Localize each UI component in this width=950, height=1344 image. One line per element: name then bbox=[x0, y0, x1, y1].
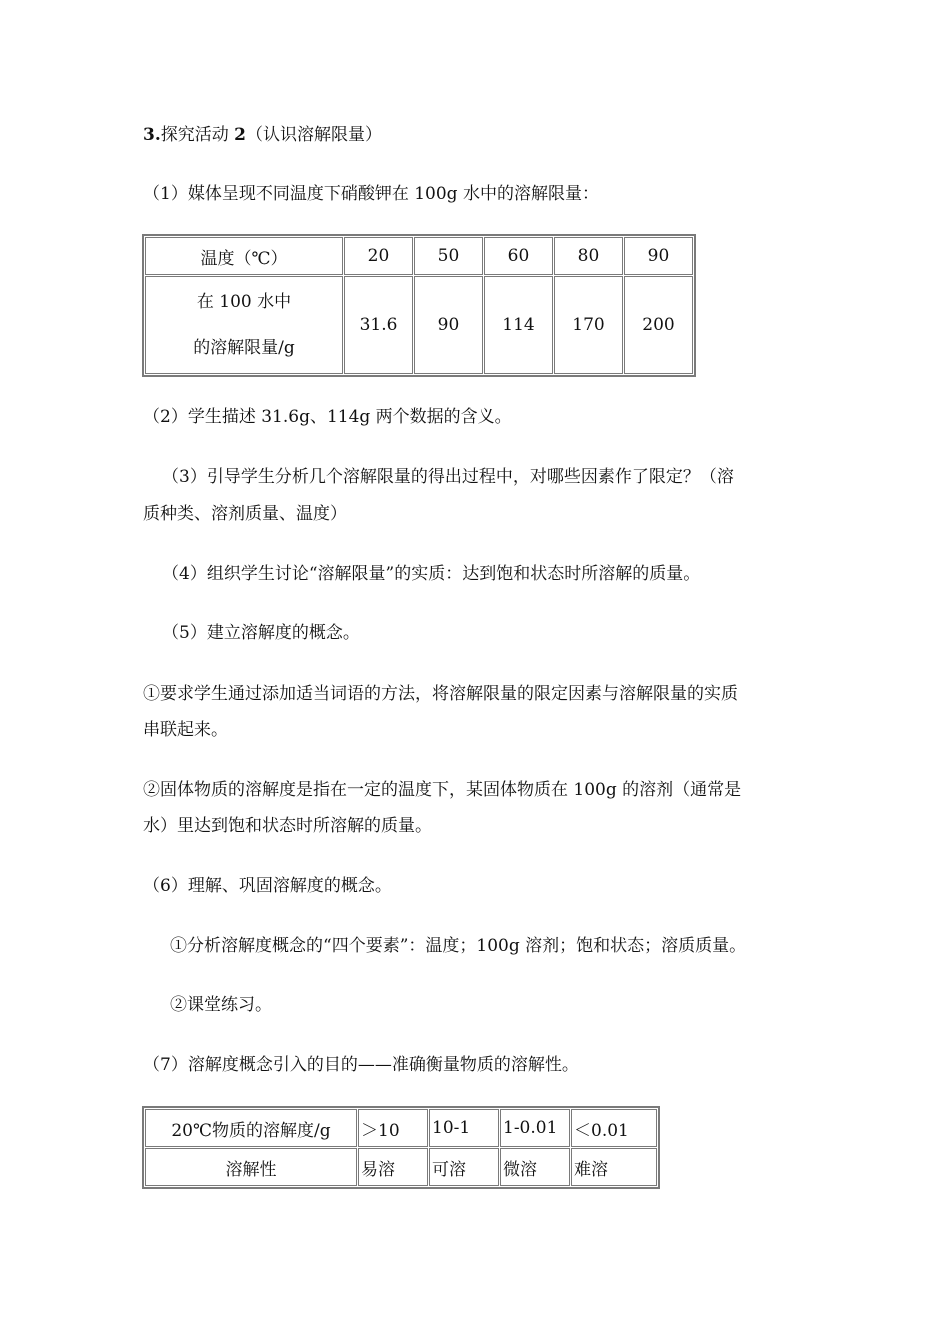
paragraph-5-item2-line1: ②固体物质的溶解度是指在一定的温度下，某固体物质在 100g 的溶剂（通常是 bbox=[143, 780, 742, 800]
table-row bbox=[145, 1109, 657, 1147]
section-heading bbox=[143, 124, 382, 146]
paragraph-3-line2: 质种类、溶剂质量、温度） bbox=[143, 504, 347, 524]
table-cell: 90 bbox=[624, 237, 693, 275]
paragraph-7: （7）溶解度概念引入的目的——准确衡量物质的溶解性。 bbox=[143, 1055, 579, 1075]
table-cell: 200 bbox=[624, 276, 693, 374]
section-activity-number: 2 bbox=[234, 125, 246, 145]
table-cell: 10-1 bbox=[429, 1109, 499, 1147]
table-row-label bbox=[145, 276, 343, 374]
paragraph-5-item1-line2: 串联起来。 bbox=[143, 720, 228, 740]
table-cell: ＜0.01 bbox=[571, 1109, 657, 1147]
table-cell: 114 bbox=[484, 276, 553, 374]
table-cell: 90 bbox=[414, 276, 483, 374]
table-header-cell: 温度（℃） bbox=[145, 237, 343, 275]
paragraph-6: （6）理解、巩固溶解度的概念。 bbox=[143, 876, 392, 896]
paragraph-3-line1: （3）引导学生分析几个溶解限量的得出过程中，对哪些因素作了限定？（溶 bbox=[162, 467, 734, 487]
row-label-line2: 的溶解限量/g bbox=[193, 338, 295, 358]
table-cell: ＞10 bbox=[358, 1109, 428, 1147]
table-cell: 31.6 bbox=[344, 276, 413, 374]
paragraph-2: （2）学生描述 31.6g、114g 两个数据的含义。 bbox=[143, 407, 512, 427]
table-row bbox=[145, 276, 693, 374]
table-cell: 20 bbox=[344, 237, 413, 275]
table-cell: 可溶 bbox=[429, 1148, 499, 1186]
table-cell: 50 bbox=[414, 237, 483, 275]
paragraph-5-item1-line1: ①要求学生通过添加适当词语的方法，将溶解限量的限定因素与溶解限量的实质 bbox=[143, 684, 738, 704]
table-row bbox=[145, 237, 693, 275]
paragraph-4: （4）组织学生讨论“溶解限量”的实质：达到饱和状态时所溶解的质量。 bbox=[162, 564, 701, 584]
solubility-classification-table bbox=[142, 1106, 660, 1189]
paragraph-5-item2-line2: 水）里达到饱和状态时所溶解的质量。 bbox=[143, 816, 432, 836]
table-cell: 80 bbox=[554, 237, 623, 275]
solubility-limit-table bbox=[142, 234, 696, 377]
paragraph-6-item1: ①分析溶解度概念的“四个要素”：温度；100g 溶剂；饱和状态；溶质质量。 bbox=[170, 936, 747, 956]
table-cell: 170 bbox=[554, 276, 623, 374]
table-header-cell: 20℃物质的溶解度/g bbox=[145, 1109, 357, 1147]
section-subtitle: （认识溶解限量） bbox=[246, 125, 382, 145]
table-cell: 60 bbox=[484, 237, 553, 275]
table-cell: 难溶 bbox=[571, 1148, 657, 1186]
table-row-label: 溶解性 bbox=[145, 1148, 357, 1186]
paragraph-6-item2: ②课堂练习。 bbox=[170, 995, 272, 1015]
paragraph-1: （1）媒体呈现不同温度下硝酸钾在 100g 水中的溶解限量： bbox=[143, 184, 599, 204]
row-label-line1: 在 100 水中 bbox=[196, 292, 292, 312]
table-cell: 1-0.01 bbox=[500, 1109, 570, 1147]
paragraph-5: （5）建立溶解度的概念。 bbox=[162, 623, 360, 643]
table-row bbox=[145, 1148, 657, 1186]
table-cell: 易溶 bbox=[358, 1148, 428, 1186]
section-number: 3. bbox=[143, 125, 161, 145]
table-cell: 微溶 bbox=[500, 1148, 570, 1186]
section-title: 探究活动 bbox=[160, 125, 229, 145]
